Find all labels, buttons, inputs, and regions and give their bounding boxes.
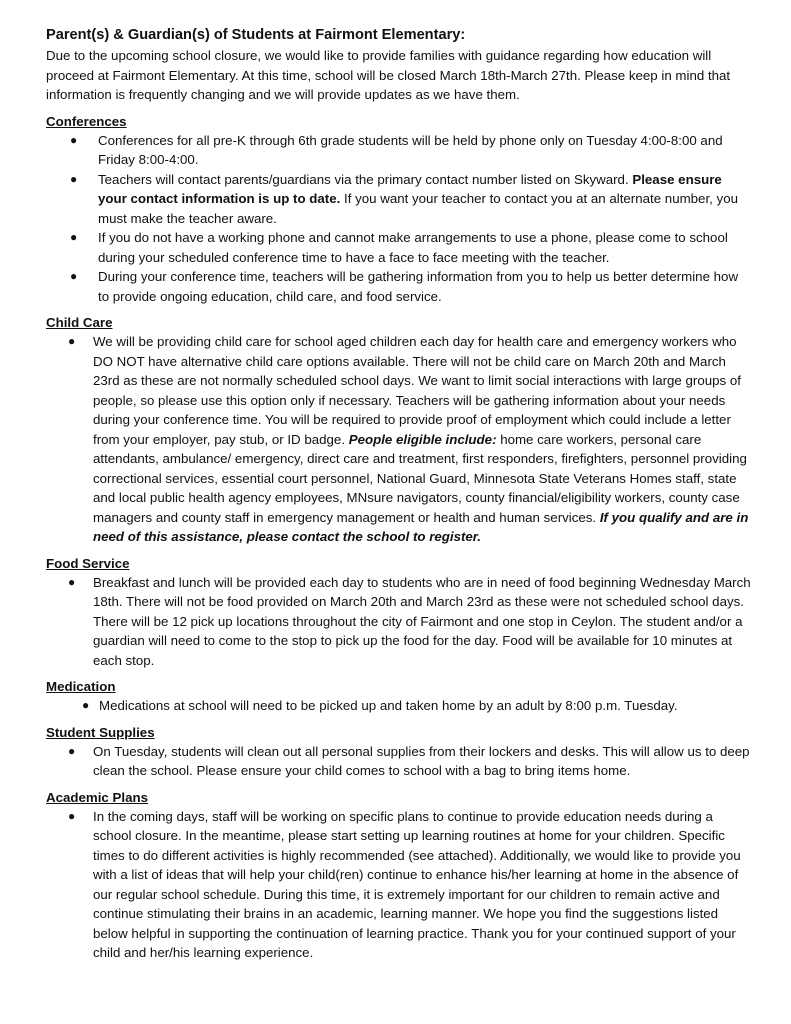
academic-plans-heading: Academic Plans (46, 789, 148, 805)
bullet-icon: ● (68, 743, 76, 758)
academic-plans-section (46, 788, 751, 963)
conferences-list (46, 131, 751, 307)
intro-paragraph: Due to the upcoming school closure, we would like to provide families with guidance regarding how education will proceed at Fairmont Elementary. At this time, school will be closed March 18th-March 27th. Please keep in mind that information is frequently changing and we will provide updates as we have them. (46, 48, 731, 102)
emphasis-text: People eligible include: (348, 431, 497, 447)
food-service-section (46, 554, 751, 671)
list-item (46, 696, 751, 716)
bullet-icon: ● (68, 574, 76, 589)
food-service-list (46, 573, 751, 671)
medication-list (46, 696, 751, 716)
list-item (46, 131, 751, 170)
student-supplies-section (46, 723, 751, 781)
child-care-list (46, 332, 751, 547)
bullet-icon: ● (82, 698, 90, 712)
child-care-section (46, 313, 751, 547)
medication-section (46, 677, 751, 716)
list-item (46, 573, 751, 671)
list-item-text: If you do not have a working phone and cannot make arrangements to use a phone, please come to school during your scheduled conference time to have a face to face meeting with the teacher. (98, 230, 728, 265)
list-item (46, 742, 751, 781)
bullet-icon: ● (68, 334, 76, 348)
child-care-heading: Child Care (46, 315, 113, 330)
academic-plans-list (46, 807, 751, 963)
bullet-icon: ● (70, 171, 78, 186)
medication-heading: Medication (46, 679, 116, 694)
emphasis-text: If you qualify and are in need of this assistance, please contact the school to register. (93, 509, 749, 544)
list-item-text: Teachers will contact parents/guardians via the primary contact number listed on Skyward. (98, 171, 633, 187)
list-item-text: home care workers, personal care attendants, ambulance/ emergency, direct care and treatment, first responders, firefighters, personnel providing correctional services, essential court personnel, National Guard, Minnesota State Veterans Homes staff, state and local public health agency employees, MNsure navigators, county financial/eligibility workers, county case managers and county staff in emergency management or health and human services. (93, 431, 747, 525)
list-item (46, 807, 751, 963)
list-item-text: We will be providing child care for school aged children each day for health care and emergency workers who DO NOT have alternative child care options available. There will not be child care on March 20th and March 23rd as these are not normally scheduled school days. We want to limit social interactions with large groups of people, so please use this option only if necessary. Teachers will be gathering information about your needs during your conference time. You will be required to provide proof of employment which could include a letter from your employer, pay stub, or ID badge. (93, 334, 741, 447)
list-item-text: Medications at school will need to be picked up and taken home by an adult by 8:00 p.m. Tuesday. (99, 698, 678, 713)
bullet-icon: ● (68, 808, 76, 823)
list-item-text: In the coming days, staff will be working on specific plans to continue to provide education needs during a school closure. In the meantime, please start setting up learning routines at home for your children. Specific times to do different activities is highly recommended (see attached). Additionally, we would like to provide you with a list of ideas that will help your child(ren) continue to enhance his/her learning at home in the absence of our regular school schedule. During this time, it is extremely important for our children to remain active and continue stimulating their brains in an academic, learning manner. We hope you find the suggestions listed below helpful in supporting the continuation of learning practice. Thank you for your continued support of your child and her/his learning experience. (93, 808, 741, 960)
student-supplies-list (46, 742, 751, 781)
list-item-text: If you want your teacher to contact you at an alternate number, you must make the teacher aware. (98, 191, 738, 226)
list-item (46, 267, 751, 306)
bullet-icon: ● (70, 269, 78, 283)
bullet-icon: ● (70, 132, 78, 147)
emphasis-text: Please ensure your contact information is up to date. (98, 171, 722, 206)
letter-title: Parent(s) & Guardian(s) of Students at Fairmont Elementary: (46, 27, 466, 43)
conferences-section (46, 112, 751, 307)
list-item-text: On Tuesday, students will clean out all personal supplies from their lockers and desks. This will allow us to deep clean the school. Please ensure your child comes to school with a bag to bring items home. (93, 743, 750, 778)
bullet-icon: ● (70, 230, 78, 244)
list-item-text: Breakfast and lunch will be provided each day to students who are in need of food beginning Wednesday March 18th. There will not be food provided on March 20th and March 23rd as these were not scheduled school days. There will be 12 pick up locations throughout the city of Fairmont and one stop in Ceylon. The student and/or a guardian will need to come to the stop to pick up the food for the day. Food will be available for 10 minutes at each stop. (93, 574, 751, 668)
list-item-text: Conferences for all pre-K through 6th grade students will be held by phone only on Tuesday 4:00-8:00 and Friday 8:00-4:00. (98, 132, 723, 167)
food-service-heading: Food Service (46, 555, 130, 571)
list-item-text: During your conference time, teachers will be gathering information from you to help us better determine how to provide ongoing education, child care, and food service. (98, 269, 739, 304)
list-item (46, 170, 751, 229)
list-item (46, 332, 751, 547)
list-item (46, 228, 751, 267)
conferences-heading: Conferences (46, 113, 127, 129)
student-supplies-heading: Student Supplies (46, 724, 155, 740)
